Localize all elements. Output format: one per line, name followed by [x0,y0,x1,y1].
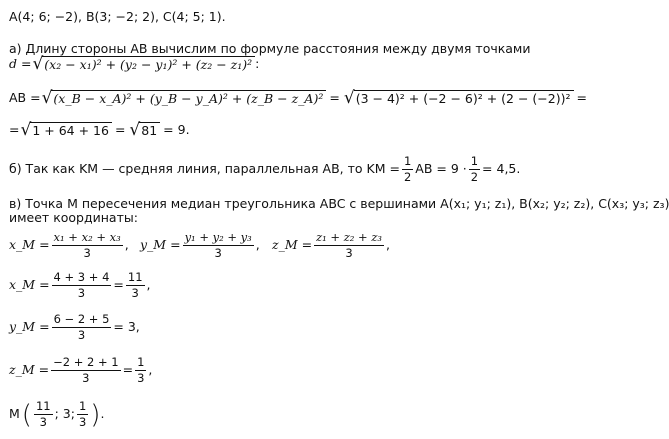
fraction-denominator: 3 [77,328,86,343]
formula-radicand: (x₂ − x₁)² + (y₂ − y₁)² + (z₂ − z₁)² [42,56,255,73]
fraction-numerator: x₁ + x₂ + x₃ [52,231,123,246]
fraction-numerator: z₁ + z₂ + z₃ [314,231,384,246]
fraction-denominator: 3 [345,246,353,261]
ab-radicand-1: (x_B − x_A)² + (y_B − y_A)² + (z_B − z_A)² [51,90,326,107]
fraction-numerator: 1 [402,155,413,170]
comma: , [255,237,260,253]
ab-calculation [9,90,587,107]
ab-radicand-2: (3 − 4)² + (−2 − 6)² + (2 − (−2))² [354,90,574,107]
equals: = [122,362,134,378]
m-end: . [100,406,105,422]
radical-sign: √ [32,54,44,74]
formula-end: : [255,56,260,72]
right-paren: ) [90,399,101,430]
zm-formula [272,231,390,260]
points-line [9,11,226,24]
part-b-text: б) Так как KM — средняя линия, параллельная AB, то KM = [9,161,400,177]
fraction-numerator: 11 [34,400,53,415]
fraction-denominator: 3 [137,371,145,386]
left-paren: ( [21,399,32,430]
result-sqrt-2 [129,122,160,139]
radical-sign: √ [20,120,32,140]
comma: , [146,277,151,293]
ab-lhs: AB = [9,90,41,106]
zm-calc-fraction [51,356,120,385]
part-b-fraction-2 [469,155,480,184]
part-b-fraction-1 [402,155,413,184]
formula-lhs: d = [9,56,32,72]
ab-result [9,122,190,139]
zm-result-fraction [135,356,146,385]
result-radicand-2: 81 [139,122,160,139]
fraction-numerator: 11 [126,271,145,286]
part-c-heading-2-text: имеет координаты: [9,210,138,225]
radical-sign: √ [129,120,141,140]
ym-lhs: y_M = [140,237,181,253]
fraction-denominator: 3 [39,415,47,430]
xm-result-fraction [126,271,145,300]
zm-calc-lhs: z_M = [9,362,50,378]
zm-lhs: z_M = [272,237,313,253]
comma: , [148,362,153,378]
ab-end: = [576,90,587,106]
fraction-numerator: 6 − 2 + 5 [52,313,112,328]
xm-formula [9,231,129,260]
result-eq: = [114,122,126,138]
fraction-denominator: 3 [131,286,139,301]
xm-calc-fraction [52,271,112,300]
result-end: = 9. [163,122,190,138]
result-radicand-1: 1 + 64 + 16 [30,122,112,139]
ym-calc-fraction [52,313,112,342]
distance-formula [9,56,259,73]
xm-calc-lhs: x_M = [9,277,50,293]
part-a-heading-text: а) Длину стороны AB вычислим по формуле расстояния между двумя точками [9,41,531,56]
ym-calc-lhs: y_M = [9,319,50,335]
zm-fraction [314,231,384,260]
m-label: M [9,406,20,422]
fraction-denominator: 3 [82,371,90,386]
xm-fraction [52,231,123,260]
m-x-fraction [34,400,53,429]
part-c-heading [9,198,669,211]
part-b-end: = 4,5. [482,161,521,177]
part-c-heading-text: в) Точка M пересечения медиан треугольника ABC с вершинами A(x₁; y₁; z₁), B(x₂; y₂; z₂), C(x₃; y₃; z₃) [9,196,669,211]
zm-calculation [9,356,152,385]
radical-sign: √ [343,88,355,108]
fraction-denominator: 2 [470,170,479,185]
fraction-denominator: 3 [83,246,91,261]
comma: , [386,237,390,253]
fraction-denominator: 3 [77,286,86,301]
part-b-mid: AB = 9 · [415,161,467,177]
equals: = [113,277,124,293]
ym-fraction [183,231,254,260]
fraction-numerator: −2 + 2 + 1 [51,356,120,371]
fraction-numerator: 1 [135,356,146,371]
result-lhs: = [9,122,20,138]
fraction-denominator: 3 [78,415,87,430]
ym-formula [140,231,260,260]
fraction-numerator: 1 [469,155,480,170]
result-sqrt-1 [20,122,111,139]
part-a-heading [9,43,531,56]
part-c-heading-2 [9,212,138,225]
ab-eq: = [329,90,340,106]
fraction-numerator: y₁ + y₂ + y₃ [183,231,254,246]
part-b-line [9,155,520,184]
ab-sqrt-1 [42,90,327,107]
comma: , [124,237,129,253]
ab-sqrt-2 [344,90,574,107]
ym-result: = 3, [113,319,140,335]
xm-calculation [9,271,151,300]
points-text: A(4; 6; −2), B(3; −2; 2), C(4; 5; 1). [9,9,226,24]
xm-lhs: x_M = [9,237,50,253]
fraction-numerator: 1 [77,400,88,415]
fraction-numerator: 4 + 3 + 4 [52,271,112,286]
radical-sign: √ [41,88,53,108]
point-m-result [9,400,104,429]
ym-calculation [9,313,140,342]
fraction-denominator: 2 [403,170,412,185]
m-z-fraction [77,400,88,429]
m-mid: ; 3; [54,406,75,422]
fraction-denominator: 3 [214,246,222,261]
formula-sqrt [32,56,255,73]
